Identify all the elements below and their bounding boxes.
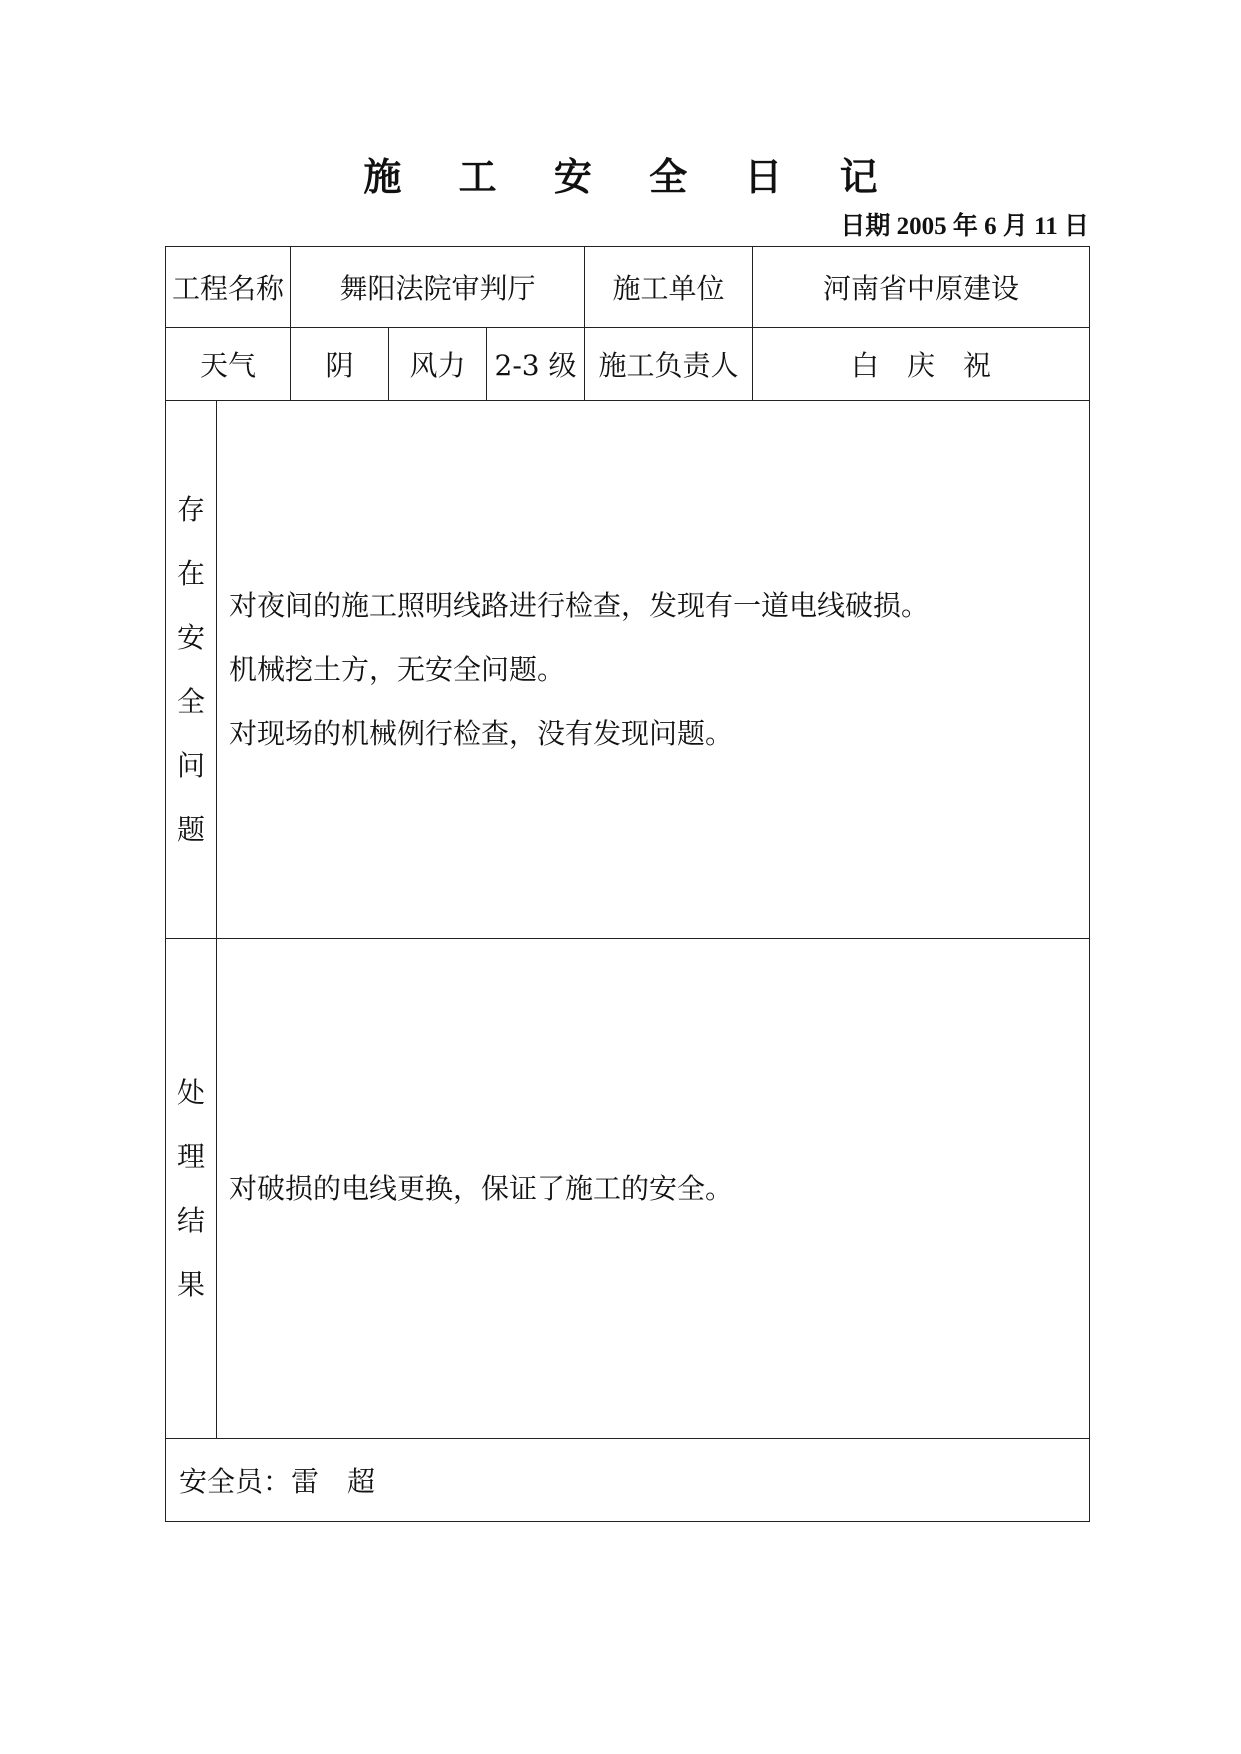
result-line: 对破损的电线更换，保证了施工的安全。 — [229, 1171, 734, 1205]
document-title: 施 工 安 全 日 记 — [363, 154, 900, 199]
weather-label: 天气 — [166, 328, 291, 401]
issues-label-char: 题 — [176, 812, 205, 846]
issues-label-char: 全 — [176, 684, 205, 718]
safety-diary-form — [165, 246, 1090, 1522]
issues-label-char: 存 — [176, 492, 205, 526]
issue-line: 对夜间的施工照明线路进行检查，发现有一道电线破损。 — [229, 588, 930, 622]
project-name-label: 工程名称 — [166, 247, 291, 328]
result-label-char: 处 — [176, 1075, 205, 1109]
issues-label-char: 在 — [176, 556, 205, 590]
issue-line: 对现场的机械例行检查，没有发现问题。 — [229, 716, 734, 750]
contractor-label: 施工单位 — [585, 247, 753, 328]
result-label — [166, 939, 217, 1439]
wind-label: 风力 — [389, 328, 487, 401]
diary-date: 日期 2005 年 6 月 11 日 — [840, 213, 1089, 240]
issues-row — [166, 401, 1090, 939]
issues-label — [166, 401, 217, 939]
site-manager-value: 白 庆 祝 — [753, 328, 1090, 401]
result-label-char: 理 — [176, 1139, 205, 1173]
issue-line: 机械挖土方，无安全问题。 — [229, 652, 566, 686]
result-content — [217, 939, 1090, 1439]
issues-label-char: 安 — [176, 620, 205, 654]
footer-row — [166, 1439, 1090, 1522]
issues-content — [217, 401, 1090, 939]
site-manager-label: 施工负责人 — [585, 328, 753, 401]
result-label-char: 结 — [176, 1203, 205, 1237]
safety-officer: 安全员：雷 超 — [166, 1439, 1090, 1522]
project-row — [166, 247, 1090, 328]
project-name-value: 舞阳法院审判厅 — [291, 247, 585, 328]
result-label-char: 果 — [176, 1267, 205, 1301]
wind-value: 2-3 级 — [487, 328, 585, 401]
result-row — [166, 939, 1090, 1439]
contractor-value: 河南省中原建设 — [753, 247, 1090, 328]
weather-value: 阴 — [291, 328, 389, 401]
weather-row — [166, 328, 1090, 401]
issues-label-char: 问 — [176, 748, 205, 782]
